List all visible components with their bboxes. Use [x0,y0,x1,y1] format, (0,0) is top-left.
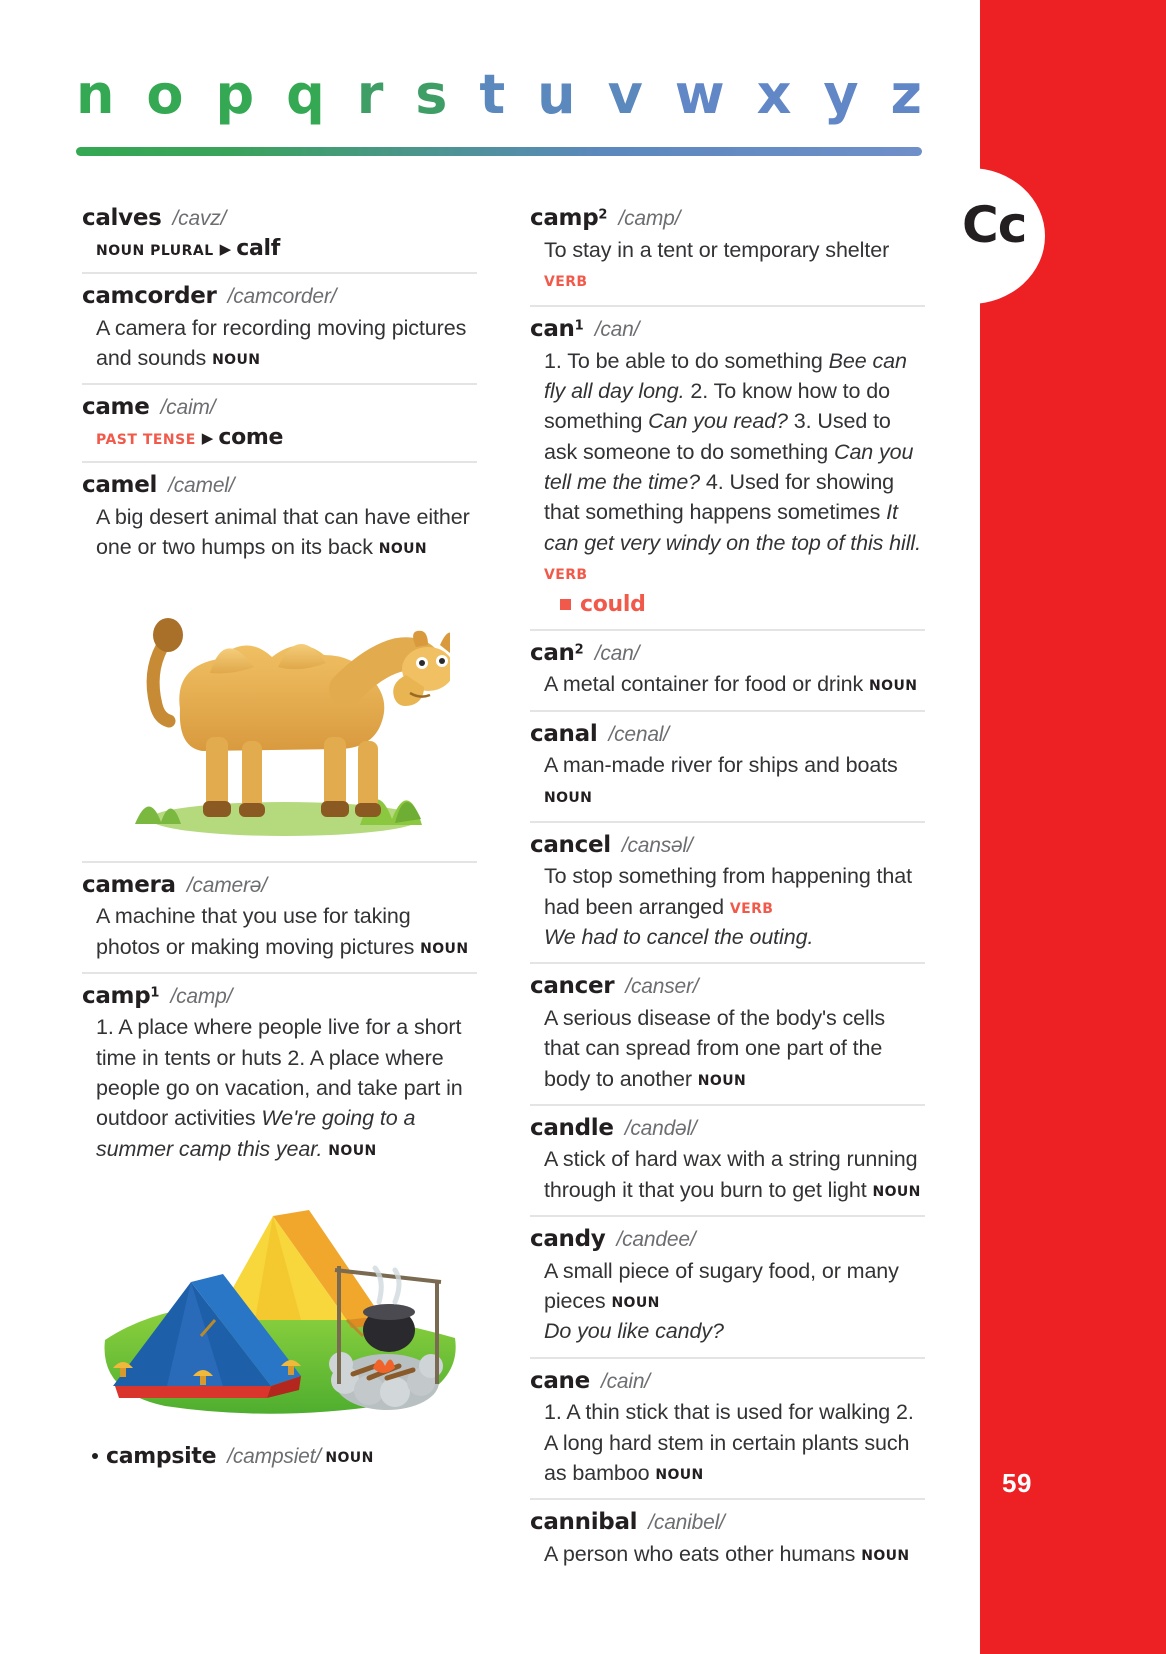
example-sentence: It can get very windy on the top of this hill. [544,500,921,555]
headword-line [82,983,477,1011]
part-of-speech: VERB [729,900,774,917]
example-line [530,1316,925,1346]
headword-line [530,832,925,860]
dictionary-entry [530,1217,925,1359]
homograph-number: 2 [574,642,584,658]
alphabet-letter-y[interactable]: y [823,63,859,126]
part-of-speech: NOUN [420,940,469,957]
part-of-speech: NOUN [544,789,593,806]
alphabet-gradient-rule [76,147,922,156]
part-of-speech: NOUN [328,1142,377,1159]
square-bullet-icon [560,599,571,610]
part-of-speech: VERB [544,273,588,290]
left-column [82,196,477,1480]
headword: camp [530,205,599,231]
headword: calves [82,205,162,231]
dictionary-entry [82,385,477,463]
pronunciation: /canser/ [625,975,699,999]
alphabet-letter-q[interactable]: q [286,63,325,126]
headword: cannibal [530,1509,638,1536]
see-also-word[interactable]: could [580,592,646,618]
definition-text: To stop something from happening that had been arranged VERB [544,864,913,919]
headword-line [82,283,477,311]
pronunciation: /can/ [594,318,640,342]
pronunciation: /caim/ [160,396,216,420]
pronunciation: /camerə/ [186,873,267,897]
dictionary-entry [530,307,925,630]
example-sentence: Bee can fly all day long. [544,348,907,404]
dictionary-entry [82,463,477,862]
pronunciation: /camp/ [170,984,233,1008]
pronunciation: /cavz/ [172,207,227,230]
alphabet-letter-t[interactable]: t [479,63,506,126]
alphabet-letter-p[interactable]: p [215,63,255,126]
headword: candy [530,1226,606,1253]
dictionary-entry [82,196,477,274]
part-of-speech: NOUN [378,541,428,558]
dictionary-entry [530,631,925,712]
homograph-number: 1 [574,318,584,334]
cross-reference-word[interactable]: come [218,424,284,450]
alphabet-letter-u[interactable]: u [537,63,576,126]
definition-text: A person who eats other humans NOUN [544,1541,910,1566]
definition-text: A stick of hard wax with a string running through it that you burn to get light NOUN [544,1147,921,1202]
run-on-entry [82,1444,477,1470]
inflection-cross-reference[interactable] [82,235,477,263]
thumb-index-letter: Cc [962,196,1027,254]
pronunciation: /candəl/ [624,1116,697,1140]
pronunciation: /candee/ [616,1228,696,1252]
example-sentence: Can you tell me the time? [544,439,914,495]
headword-line [82,205,477,233]
headword: came [82,394,150,421]
alphabet-letter-z[interactable]: z [890,63,922,126]
headword-line [530,973,925,1001]
part-of-speech: NOUN [869,678,918,695]
definition-text: A camera for recording moving pictures and sounds NOUN [96,315,467,370]
homograph-number: 1 [150,985,160,1001]
alphabet-letter-w[interactable]: w [674,63,725,126]
alphabet-letter-o[interactable]: o [146,63,184,126]
definition-text: 1. A thin stick that is used for walking 2. A long hard stem in certain plants such as bamboo NOUN [544,1400,914,1485]
headword-line [530,721,925,749]
example-sentence: We're going to a summer camp this year. [96,1106,416,1161]
run-on-pronunciation: /campsiet/ [227,1445,321,1468]
example-sentence: We had to cancel the outing. [544,925,814,950]
pronunciation: /camel/ [168,474,235,498]
definition-text: A man-made river for ships and boats NOUN [544,753,898,806]
part-of-speech: NOUN [655,1466,704,1483]
headword: cancer [530,973,615,1000]
dictionary-entry [530,823,925,965]
cross-reference-word[interactable]: calf [236,235,281,261]
definition-text: 1. A place where people live for a short time in tents or huts 2. A place where people go on vacation, and take part in outdoor activities We're going to a summer camp this year. NOUN [96,1015,463,1161]
triangle-pointer-icon: ▶ [201,429,214,447]
page-number: 59 [1002,1468,1032,1498]
alphabet-letter-r[interactable]: r [356,63,384,126]
definition-text: A big desert animal that can have either one or two humps on its back NOUN [96,505,470,560]
headword: cancel [530,831,611,858]
part-of-speech: NOUN [861,1547,910,1564]
run-on-headword: campsite [106,1444,217,1469]
headword-line [530,1226,925,1254]
definition-text: To stay in a tent or temporary shelter VERB [544,237,890,290]
alphabet-letter-x[interactable]: x [756,63,792,126]
dictionary-entry [530,1359,925,1501]
headword-line [530,205,925,233]
homograph-number: 2 [598,207,608,223]
headword: camcorder [82,283,217,310]
camp-illustration [95,1170,465,1440]
headword: cane [530,1367,590,1394]
inflection-label: NOUN PLURAL [96,242,214,259]
headword-line [82,872,477,900]
definition-text: A small piece of sugary food, or many pieces NOUN [544,1258,899,1314]
alphabet-letter-n[interactable]: n [76,63,115,126]
triangle-pointer-icon: ▶ [219,240,232,258]
bullet-dot-icon [92,1453,98,1459]
headword-line [530,640,925,668]
example-sentence: Do you like candy? [544,1319,724,1344]
definition-text: A serious disease of the body's cells that can spread from one part of the body to another NOUN [544,1005,886,1091]
headword: canal [530,720,598,747]
definition-text: A machine that you use for taking photos or making moving pictures NOUN [96,904,469,959]
see-also-reference[interactable] [530,592,925,618]
inflection-cross-reference[interactable] [82,424,477,452]
right-column [530,196,925,1579]
headword-line [530,316,925,344]
alphabet-letter-v[interactable]: v [607,63,643,126]
pronunciation: /cain/ [600,1369,650,1393]
pronunciation: /cenal/ [608,722,669,746]
dictionary-entry [530,196,925,307]
headword-line [530,1509,925,1537]
pronunciation: /camp/ [618,207,681,230]
dictionary-entry [530,712,925,823]
camel-illustration [110,569,450,847]
dictionary-entry [530,964,925,1106]
headword-line [530,1115,925,1143]
dictionary-entry [530,1500,925,1579]
dictionary-entry [82,974,477,1481]
dictionary-entry [82,274,477,385]
dictionary-entry [530,1106,925,1217]
alphabet-letter-s[interactable]: s [415,63,448,126]
headword-line [82,394,477,422]
headword-line [530,1368,925,1396]
part-of-speech: NOUN [611,1295,660,1312]
headword: camel [82,472,158,499]
headword: camera [82,871,176,898]
headword: camp [82,982,151,1009]
example-line [530,922,925,952]
alphabet-running-head [76,63,922,126]
pronunciation: /can/ [594,641,640,665]
inflection-label: PAST TENSE [96,431,196,448]
part-of-speech: NOUN [212,352,261,368]
part-of-speech: NOUN [697,1072,747,1089]
dictionary-entry [82,863,477,974]
definition-text: A metal container for food or drink NOUN [544,672,918,697]
headword: can [530,316,575,343]
definition-text: 1. To be able to do something Bee can fly all day long. 2. To know how to do something Can you read? 3. Used to ask someone to do something Can you tell me the time? 4. Used for showing that something happens sometimes It can get very windy on the top of this hill. VERB [544,348,921,583]
pronunciation: /camcorder/ [227,285,337,309]
part-of-speech: NOUN [872,1183,921,1200]
headword-line [82,472,477,500]
headword: can [530,639,575,666]
part-of-speech: VERB [544,567,588,583]
pronunciation: /cansəl/ [621,833,693,857]
headword: candle [530,1114,614,1141]
part-of-speech: NOUN [325,1450,374,1466]
pronunciation: /canibel/ [648,1511,725,1535]
example-sentence: Can you read? [648,409,788,434]
